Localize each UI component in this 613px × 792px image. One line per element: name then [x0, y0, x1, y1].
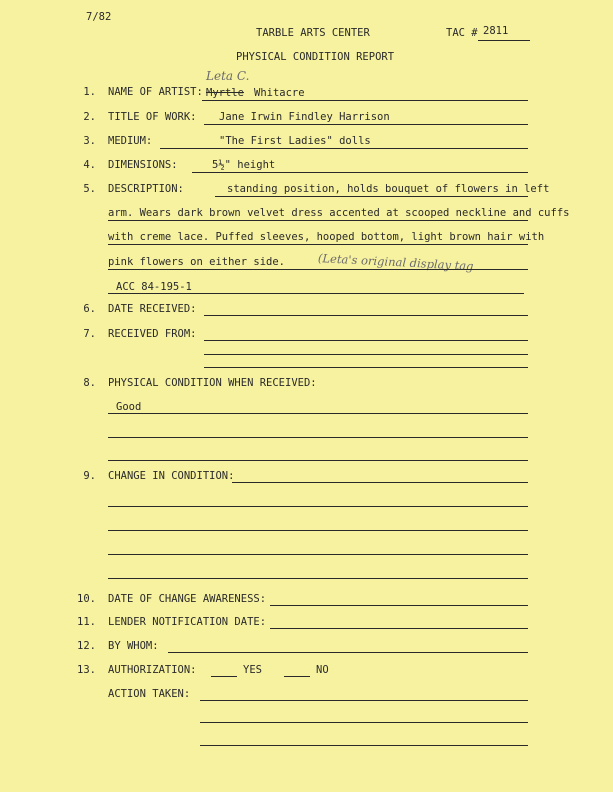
description-underline [215, 196, 528, 197]
received-from-label: RECEIVED FROM: [108, 328, 197, 340]
condition-line [108, 460, 528, 461]
item-number: 12. [77, 640, 96, 652]
change-date-label: DATE OF CHANGE AWARENESS: [108, 593, 267, 605]
item-number: 9. [83, 470, 96, 482]
lender-date-label: LENDER NOTIFICATION DATE: [108, 616, 267, 628]
action-taken-label: ACTION TAKEN: [108, 688, 191, 700]
artist-struck-name: Myrtle [206, 87, 244, 99]
tac-number: 2811 [483, 25, 509, 37]
received-from-line [204, 340, 528, 341]
change-line [108, 554, 528, 555]
item-number: 5. [83, 183, 96, 195]
action-taken-line [200, 745, 528, 746]
item-number: 3. [83, 135, 96, 147]
description-underline [108, 220, 528, 221]
by-whom-line [168, 652, 528, 653]
dimensions-label: DIMENSIONS: [108, 159, 178, 171]
title-line [204, 124, 528, 125]
item-number: 2. [83, 111, 96, 123]
change-line [108, 506, 528, 507]
change-line [232, 482, 528, 483]
report-title: PHYSICAL CONDITION REPORT [236, 51, 395, 63]
description-label: DESCRIPTION: [108, 183, 184, 195]
item-number: 4. [83, 159, 96, 171]
condition-value: Good [116, 401, 142, 413]
description-line-1: standing position, holds bouquet of flowers in left [227, 183, 550, 195]
change-line [108, 578, 528, 579]
handwritten-note: (Leta's original display tag [317, 251, 474, 274]
authorization-yes-blank [211, 676, 237, 677]
item-number: 1. [83, 86, 96, 98]
authorization-yes: YES [243, 664, 262, 676]
change-date-line [270, 605, 528, 606]
artist-value: Whitacre [254, 87, 305, 99]
authorization-label: AUTHORIZATION: [108, 664, 197, 676]
authorization-no-blank [284, 676, 310, 677]
medium-value: "The First Ladies" dolls [219, 135, 371, 147]
description-line-2: arm. Wears dark brown velvet dress accented at scooped neckline and cuffs [108, 207, 570, 219]
artist-line [202, 100, 528, 101]
action-taken-line [200, 700, 528, 701]
medium-label: MEDIUM: [108, 135, 153, 147]
received-from-line [204, 354, 528, 355]
organization-name: TARBLE ARTS CENTER [256, 27, 370, 39]
condition-line [108, 437, 528, 438]
tac-underline [478, 40, 530, 41]
change-line [108, 530, 528, 531]
action-taken-line [200, 722, 528, 723]
title-value: Jane Irwin Findley Harrison [219, 111, 390, 123]
item-number: 7. [83, 328, 96, 340]
description-underline [108, 244, 528, 245]
item-number: 6. [83, 303, 96, 315]
artist-label: NAME OF ARTIST: [108, 86, 203, 98]
tac-label: TAC # [446, 27, 478, 39]
date-received-label: DATE RECEIVED: [108, 303, 197, 315]
item-number: 13. [77, 664, 96, 676]
condition-line [108, 413, 528, 414]
item-number: 10. [77, 593, 96, 605]
change-label: CHANGE IN CONDITION: [108, 470, 235, 482]
date-received-line [204, 315, 528, 316]
dimensions-line [192, 172, 528, 173]
condition-label: PHYSICAL CONDITION WHEN RECEIVED: [108, 377, 317, 389]
description-line-4: pink flowers on either side. [108, 256, 286, 268]
artist-handwritten-name: Leta C. [206, 69, 250, 83]
accession-number: ACC 84-195-1 [116, 281, 192, 293]
received-from-line [204, 367, 528, 368]
form-date: 7/82 [86, 11, 112, 23]
item-number: 11. [77, 616, 96, 628]
title-label: TITLE OF WORK: [108, 111, 197, 123]
lender-date-line [270, 628, 528, 629]
by-whom-label: BY WHOM: [108, 640, 159, 652]
authorization-no: NO [316, 664, 329, 676]
description-underline [108, 269, 528, 270]
description-line-3: with creme lace. Puffed sleeves, hooped bottom, light brown hair with [108, 231, 545, 243]
medium-line [160, 148, 528, 149]
item-number: 8. [83, 377, 96, 389]
description-underline [108, 293, 524, 294]
dimensions-value: 5½" height [212, 159, 276, 171]
